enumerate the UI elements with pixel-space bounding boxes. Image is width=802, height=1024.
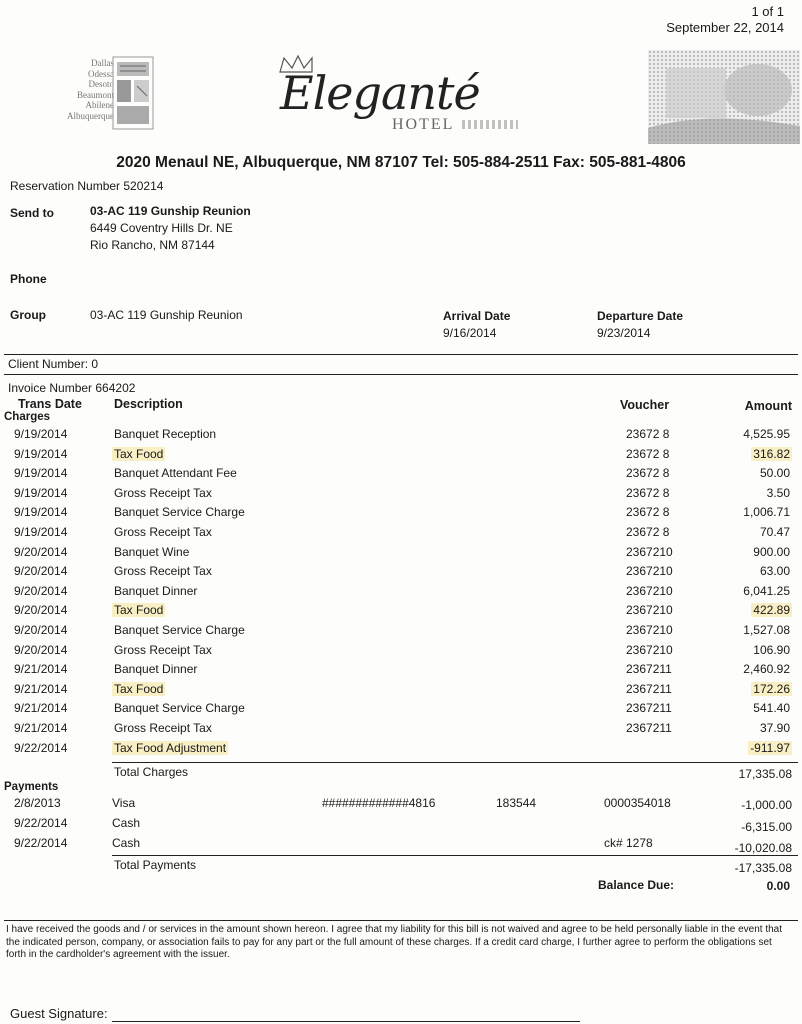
logo-subtext-decoration — [462, 120, 518, 129]
column-header-voucher: Voucher — [620, 398, 670, 412]
table-row — [0, 525, 802, 545]
trans-date-cell: 9/19/2014 — [14, 446, 68, 461]
page-number: 1 of 1 — [751, 4, 784, 19]
city-name: Odessa — [88, 68, 114, 79]
table-row — [0, 643, 802, 663]
table-row — [0, 505, 802, 525]
voucher-cell: 2367210 — [626, 623, 673, 637]
amount-cell: 422.89 — [753, 603, 790, 618]
building-sketch-icon — [112, 56, 154, 130]
table-row — [0, 836, 802, 856]
trans-date-cell: 9/20/2014 — [14, 583, 68, 598]
payment-voucher-cell: ck# 1278 — [604, 835, 653, 850]
page-info — [666, 4, 784, 36]
payment-voucher-cell: 0000354018 — [604, 796, 671, 810]
total-payments-label: Total Payments — [114, 858, 197, 872]
arrival-date-value: 9/16/2014 — [443, 326, 497, 340]
table-row — [0, 545, 802, 565]
trans-date-cell: 9/20/2014 — [14, 564, 68, 579]
authorization-cell: 183544 — [496, 796, 537, 810]
voucher-cell: 2367210 — [626, 544, 673, 559]
trans-date-cell: 9/22/2014 — [14, 740, 68, 755]
voucher-cell: 23672 8 — [626, 466, 670, 481]
send-to-city: Rio Rancho, NM 87144 — [90, 238, 215, 252]
description-cell: Tax Food — [114, 446, 164, 461]
description-cell: Gross Receipt Tax — [114, 525, 212, 539]
table-row — [0, 701, 802, 721]
voucher-cell: 2367210 — [626, 603, 673, 618]
description-cell: Gross Receipt Tax — [114, 564, 212, 579]
payment-method-cell: Visa — [112, 796, 136, 810]
table-row — [0, 662, 802, 682]
phone-label: Phone — [10, 272, 47, 286]
trans-date-cell: 9/19/2014 — [14, 485, 68, 500]
description-cell: Banquet Reception — [114, 427, 217, 441]
trans-date-cell: 9/21/2014 — [14, 681, 68, 696]
city-name: Abilene — [85, 100, 114, 110]
crown-icon — [276, 52, 316, 76]
payment-method-cell: Cash — [112, 835, 141, 850]
voucher-cell: 23672 8 — [626, 485, 670, 500]
voucher-cell: 2367210 — [626, 564, 673, 579]
voucher-cell: 23672 8 — [626, 505, 670, 520]
trans-date-cell: 9/19/2014 — [14, 466, 68, 481]
hotel-logo-subtext: HOTEL — [392, 116, 455, 133]
voucher-cell: 2367211 — [626, 662, 672, 677]
client-number: Client Number: 0 — [8, 357, 99, 371]
city-name: Albuquerque — [67, 110, 114, 121]
trans-date-cell: 9/21/2014 — [14, 662, 68, 677]
city-name: Desoto — [88, 79, 114, 89]
description-cell: Gross Receipt Tax — [114, 721, 212, 735]
table-row — [0, 564, 802, 584]
voucher-cell: 2367210 — [626, 642, 673, 657]
table-row — [0, 721, 802, 741]
total-payments-amount: -17,335.08 — [734, 861, 792, 875]
divider — [4, 354, 798, 355]
send-to-name: 03-AC 119 Gunship Reunion — [90, 204, 251, 218]
description-cell: Tax Food Adjustment — [114, 740, 227, 755]
description-cell: Banquet Service Charge — [114, 623, 245, 637]
group-label: Group — [10, 308, 46, 322]
departure-date-label: Departure Date — [597, 309, 684, 323]
description-cell: Gross Receipt Tax — [114, 642, 212, 657]
hotel-photo — [648, 50, 800, 144]
send-to-address — [90, 203, 251, 254]
amount-cell: 316.82 — [753, 446, 790, 461]
table-row — [0, 796, 802, 816]
table-row — [0, 486, 802, 506]
card-number-cell: #############4816 — [322, 796, 436, 810]
description-cell: Tax Food — [114, 603, 164, 618]
city-name: Dallas — [91, 58, 114, 68]
reservation-number: Reservation Number 520214 — [10, 179, 164, 193]
column-header-description: Description — [114, 397, 183, 411]
payment-amount-cell: -6,315.00 — [741, 819, 792, 834]
legal-disclaimer: I have received the goods and / or services in the amount shown hereon. I agree that my liability for this bill is not waived and agree to be held personally liable in the event that the indicated person, company, or association fails to pay for any part or the full amount of these charges. If a credit card charge, I further agree to perform the obligations set forth in the cardholder's agreement with the issuer. — [6, 924, 783, 960]
voucher-cell: 23672 8 — [626, 446, 670, 461]
trans-date-cell: 9/20/2014 — [14, 544, 68, 559]
city-name: Beaumont — [77, 89, 114, 100]
send-to-label: Send to — [10, 206, 54, 220]
group-value: 03-AC 119 Gunship Reunion — [90, 308, 243, 322]
city-list — [34, 58, 114, 121]
payment-method-cell: Cash — [112, 815, 141, 830]
amount-cell: 900.00 — [753, 544, 790, 559]
description-cell: Tax Food — [114, 681, 164, 696]
trans-date-cell: 9/21/2014 — [14, 701, 68, 716]
charges-section-label: Charges — [4, 411, 51, 423]
table-row — [0, 623, 802, 643]
trans-date-cell: 9/19/2014 — [14, 525, 68, 539]
divider — [112, 762, 798, 763]
description-cell: Banquet Wine — [114, 544, 190, 559]
send-to-street: 6449 Coventry Hills Dr. NE — [90, 221, 233, 235]
trans-date-cell: 9/20/2014 — [14, 623, 68, 637]
arrival-date — [443, 308, 510, 342]
voucher-cell: 2367211 — [626, 681, 672, 696]
balance-due-amount: 0.00 — [766, 879, 790, 893]
voucher-cell: 23672 8 — [626, 427, 670, 441]
document-date: September 22, 2014 — [666, 20, 784, 35]
departure-date-value: 9/23/2014 — [597, 326, 651, 340]
hotel-address: 2020 Menaul NE, Albuquerque, NM 87107 Tel: 505-884-2511 Fax: 505-881-4806 — [116, 154, 686, 171]
amount-cell: 172.26 — [753, 681, 790, 696]
arrival-date-label: Arrival Date — [443, 309, 511, 323]
amount-cell: 70.47 — [759, 525, 790, 539]
invoice-number: Invoice Number 664202 — [8, 381, 136, 395]
divider — [112, 855, 798, 856]
amount-cell: 50.00 — [759, 466, 790, 481]
trans-date-cell: 9/20/2014 — [14, 603, 68, 618]
trans-date-cell: 9/19/2014 — [14, 427, 68, 441]
voucher-cell: 2367211 — [626, 721, 672, 735]
hotel-logo-script: Eleganté — [280, 66, 480, 120]
amount-cell: 1,006.71 — [743, 505, 790, 520]
guest-signature-line[interactable] — [112, 1021, 580, 1022]
table-row — [0, 603, 802, 623]
amount-cell: 4,525.95 — [743, 427, 790, 441]
payment-date-cell: 9/22/2014 — [14, 835, 68, 850]
payment-date-cell: 9/22/2014 — [14, 815, 68, 830]
amount-cell: 2,460.92 — [743, 662, 790, 677]
divider — [4, 920, 798, 921]
divider — [4, 374, 798, 375]
balance-due-label: Balance Due: — [598, 878, 675, 892]
description-cell: Banquet Service Charge — [114, 701, 245, 716]
trans-date-cell: 9/19/2014 — [14, 505, 68, 520]
description-cell: Banquet Dinner — [114, 583, 198, 598]
amount-cell: 3.50 — [766, 485, 790, 500]
amount-cell: 37.90 — [759, 721, 790, 735]
table-row — [0, 447, 802, 467]
amount-cell: 63.00 — [759, 564, 790, 579]
table-row — [0, 427, 802, 447]
amount-cell: 6,041.25 — [743, 583, 790, 598]
total-charges-label: Total Charges — [114, 765, 189, 779]
payment-amount-cell: -1,000.00 — [741, 798, 792, 812]
amount-cell: 541.40 — [753, 701, 790, 716]
amount-cell: -911.97 — [750, 740, 790, 755]
payment-date-cell: 2/8/2013 — [14, 796, 61, 810]
description-cell: Banquet Service Charge — [114, 505, 245, 520]
payment-amount-cell: -10,020.08 — [734, 840, 792, 855]
payments-section-label: Payments — [4, 781, 59, 793]
column-header-amount: Amount — [744, 399, 792, 413]
description-cell: Banquet Attendant Fee — [114, 466, 237, 481]
table-row — [0, 466, 802, 486]
trans-date-cell: 9/20/2014 — [14, 642, 68, 657]
amount-cell: 1,527.08 — [743, 623, 790, 637]
description-cell: Gross Receipt Tax — [114, 485, 212, 500]
table-row — [0, 816, 802, 836]
trans-date-cell: 9/21/2014 — [14, 721, 68, 735]
guest-signature-label: Guest Signature: — [10, 1006, 108, 1021]
table-row — [0, 682, 802, 702]
voucher-cell: 23672 8 — [626, 525, 670, 539]
table-row — [0, 584, 802, 604]
column-header-trans-date: Trans Date — [18, 397, 82, 411]
total-charges-amount: 17,335.08 — [738, 767, 792, 781]
departure-date — [597, 308, 683, 342]
voucher-cell: 2367211 — [626, 701, 672, 716]
voucher-cell: 2367210 — [626, 583, 673, 598]
table-row — [0, 741, 802, 761]
amount-cell: 106.90 — [753, 642, 790, 657]
description-cell: Banquet Dinner — [114, 662, 198, 677]
